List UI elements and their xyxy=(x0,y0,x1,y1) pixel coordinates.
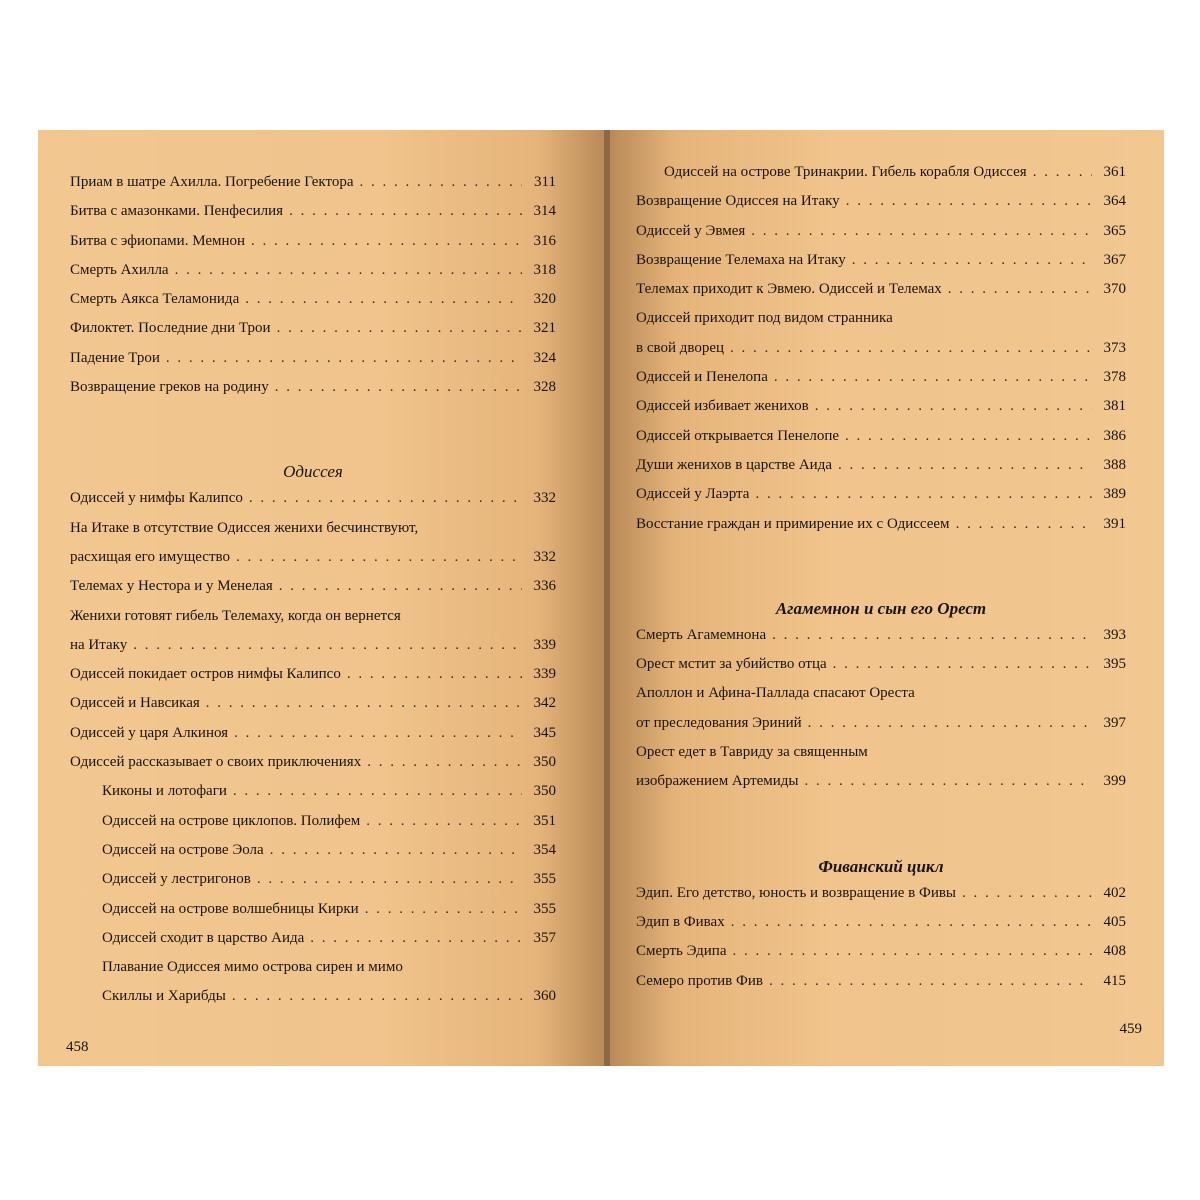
section-title-thebes: Фиванский цикл xyxy=(818,856,944,876)
toc-leader-dots xyxy=(774,369,1092,386)
toc-entry xyxy=(636,310,1126,339)
toc-entry-page: 415 xyxy=(1103,972,1126,989)
toc-entry-title: Одиссей на острове волшебницы Кирки xyxy=(102,900,359,917)
toc-entry-title: Одиссей у Лаэрта xyxy=(636,486,750,503)
toc-entry xyxy=(636,457,1126,486)
toc-entry-title: на Итаку xyxy=(70,636,128,653)
toc-entry-title: Битва с эфиопами. Мемнон xyxy=(70,232,246,249)
toc-entry xyxy=(70,695,556,724)
toc-entry xyxy=(636,164,1126,193)
toc-entry-page: 321 xyxy=(533,320,556,337)
toc-entry-page: 355 xyxy=(533,900,556,917)
toc-entry xyxy=(636,715,1126,744)
toc-group-odyssey xyxy=(70,490,556,783)
toc-entry-page: 351 xyxy=(533,812,556,829)
toc-entry-title: Восстание граждан и примирение их с Одиссеем xyxy=(636,515,950,532)
toc-leader-dots xyxy=(277,320,522,337)
toc-entry-title: Эдип в Фивах xyxy=(636,913,725,930)
toc-entry-page: 336 xyxy=(533,578,556,595)
toc-entry-title: Битва с амазонками. Пенфесилия xyxy=(70,203,284,220)
toc-entry-title: Возвращение греков на родину xyxy=(70,379,269,396)
section-title-odyssey: Одиссея xyxy=(283,462,343,482)
toc-entry-page: 350 xyxy=(533,783,556,800)
toc-entry-page: 320 xyxy=(533,291,556,308)
toc-entry-title: Одиссей на острове Эола xyxy=(102,841,264,858)
toc-entry-title: в свой дворец xyxy=(636,339,725,356)
toc-entry-page: 328 xyxy=(533,379,556,396)
toc-leader-dots xyxy=(279,578,522,595)
toc-entry xyxy=(636,744,1126,773)
toc-leader-dots xyxy=(367,754,522,771)
toc-entry xyxy=(70,350,556,379)
toc-entry-page: 389 xyxy=(1103,486,1126,503)
toc-entry-title: Души женихов в царстве Аида xyxy=(636,456,832,473)
toc-leader-dots xyxy=(962,885,1092,902)
toc-entry xyxy=(636,428,1126,457)
right-page-contents xyxy=(636,164,1126,1002)
toc-entry xyxy=(636,973,1126,1002)
toc-leader-dots xyxy=(166,350,522,367)
toc-leader-dots xyxy=(175,262,522,279)
toc-leader-dots xyxy=(838,457,1092,474)
toc-leader-dots xyxy=(270,842,522,859)
toc-entry-title: Филоктет. Последние дни Трои xyxy=(70,320,271,337)
toc-entry-page: 332 xyxy=(533,548,556,565)
toc-entry-page: 361 xyxy=(1103,164,1126,180)
toc-leader-dots xyxy=(956,516,1092,533)
toc-leader-dots xyxy=(815,398,1092,415)
toc-entry-page: 370 xyxy=(1103,281,1126,298)
toc-entry xyxy=(70,666,556,695)
toc-entry xyxy=(70,637,556,666)
toc-entry-title: Одиссей на острове циклопов. Полифем xyxy=(102,812,361,829)
toc-entry xyxy=(70,901,556,930)
toc-leader-dots xyxy=(236,549,522,566)
toc-leader-dots xyxy=(948,281,1092,298)
toc-entry-page: 408 xyxy=(1103,943,1126,960)
toc-entry xyxy=(70,379,556,408)
toc-leader-dots xyxy=(234,725,522,742)
toc-entry xyxy=(70,578,556,607)
toc-leader-dots xyxy=(245,291,522,308)
toc-leader-dots xyxy=(366,813,522,830)
toc-leader-dots xyxy=(732,943,1092,960)
toc-entry-title: На Итаке в отсутствие Одиссея женихи бесчинствуют, xyxy=(70,519,419,536)
toc-entry xyxy=(70,783,556,812)
toc-leader-dots xyxy=(249,490,522,507)
toc-leader-dots xyxy=(730,340,1092,357)
toc-entry xyxy=(636,943,1126,972)
toc-entry xyxy=(636,656,1126,685)
toc-entry-title: Телемах у Нестора и у Менелая xyxy=(70,578,273,595)
toc-entry-title: Одиссей приходит под видом странника xyxy=(636,310,893,327)
toc-entry-title: Плавание Одиссея мимо острова сирен и мимо xyxy=(102,959,403,976)
toc-leader-dots xyxy=(852,252,1092,269)
toc-entry-title: Орест едет в Тавриду за священным xyxy=(636,744,868,761)
toc-entry xyxy=(70,233,556,262)
toc-entry-title: от преследования Эриний xyxy=(636,714,802,731)
toc-entry xyxy=(70,930,556,959)
toc-entry xyxy=(70,320,556,349)
toc-leader-dots xyxy=(805,773,1092,790)
toc-entry-page: 378 xyxy=(1103,369,1126,386)
toc-entry xyxy=(70,988,556,1017)
toc-leader-dots xyxy=(206,695,522,712)
toc-entry-page: 365 xyxy=(1103,222,1126,239)
toc-entry xyxy=(636,398,1126,427)
toc-leader-dots xyxy=(251,233,522,250)
toc-entry-page: 318 xyxy=(533,261,556,278)
toc-entry-page: 357 xyxy=(533,929,556,946)
toc-entry-title: Смерть Ахилла xyxy=(70,261,169,278)
toc-entry-page: 364 xyxy=(1103,193,1126,210)
toc-entry-title: Аполлон и Афина-Паллада спасают Ореста xyxy=(636,685,915,702)
toc-entry-title: Одиссей у нимфы Калипсо xyxy=(70,490,243,507)
toc-entry-title: расхищая его имущество xyxy=(70,548,230,565)
toc-entry-title: Одиссей на острове Тринакрии. Гибель корабля Одиссея xyxy=(664,164,1027,180)
toc-entry xyxy=(636,281,1126,310)
toc-entry-title: Орест мстит за убийство отца xyxy=(636,656,827,673)
toc-entry-page: 399 xyxy=(1103,773,1126,790)
toc-leader-dots xyxy=(772,627,1092,644)
left-page xyxy=(38,130,606,1066)
page-number-left: 458 xyxy=(66,1039,89,1055)
toc-entry-title: Падение Трои xyxy=(70,349,160,366)
toc-entry-page: 354 xyxy=(533,841,556,858)
toc-entry-page: 339 xyxy=(533,666,556,683)
toc-entry-title: Приам в шатре Ахилла. Погребение Гектора xyxy=(70,174,354,190)
toc-entry-title: Возвращение Одиссея на Итаку xyxy=(636,193,840,210)
toc-entry-page: 324 xyxy=(533,349,556,366)
toc-entry-page: 360 xyxy=(533,988,556,1005)
toc-entry xyxy=(636,885,1126,914)
toc-entry xyxy=(70,813,556,842)
toc-entry-page: 373 xyxy=(1103,339,1126,356)
toc-entry xyxy=(636,914,1126,943)
toc-entry xyxy=(70,174,556,203)
toc-leader-dots xyxy=(347,666,522,683)
toc-entry-page: 311 xyxy=(534,174,556,190)
toc-entry-page: 342 xyxy=(533,695,556,712)
toc-entry-title: Женихи готовят гибель Телемаху, когда он вернется xyxy=(70,607,401,624)
toc-entry-title: Смерть Эдипа xyxy=(636,943,727,960)
book-spread xyxy=(38,130,1164,1066)
toc-entry xyxy=(636,223,1126,252)
toc-entry xyxy=(636,627,1126,656)
toc-entry xyxy=(636,252,1126,281)
toc-leader-dots xyxy=(845,428,1092,445)
toc-entry xyxy=(70,549,556,578)
toc-entry-title: Одиссей покидает остров нимфы Калипсо xyxy=(70,666,341,683)
toc-entry-title: изображением Артемиды xyxy=(636,773,799,790)
toc-entry-page: 345 xyxy=(533,724,556,741)
toc-leader-dots xyxy=(257,871,522,888)
toc-entry xyxy=(636,340,1126,369)
toc-entry-page: 339 xyxy=(533,636,556,653)
toc-entry-title: Киконы и лотофаги xyxy=(102,783,227,800)
toc-entry-title: Одиссей рассказывает о своих приключениях xyxy=(70,754,362,771)
toc-entry-title: Одиссей у лестригонов xyxy=(102,871,251,888)
toc-entry-title: Одиссей и Пенелопа xyxy=(636,369,768,386)
toc-entry-page: 350 xyxy=(533,754,556,771)
toc-entry-title: Смерть Агамемнона xyxy=(636,626,767,643)
left-page-contents xyxy=(70,174,556,1018)
toc-leader-dots xyxy=(310,930,522,947)
toc-entry xyxy=(636,685,1126,714)
toc-entry-title: Одиссей сходит в царство Аида xyxy=(102,929,305,946)
toc-entry-page: 393 xyxy=(1103,626,1126,643)
toc-entry xyxy=(636,773,1126,802)
toc-entry-title: Скиллы и Харибды xyxy=(102,988,226,1005)
toc-entry-page: 367 xyxy=(1103,251,1126,268)
right-page xyxy=(610,130,1164,1066)
toc-leader-dots xyxy=(360,174,522,191)
toc-entry xyxy=(70,490,556,519)
toc-entry-page: 402 xyxy=(1103,884,1126,901)
toc-entry xyxy=(70,842,556,871)
toc-entry-title: Одиссей у царя Алкиноя xyxy=(70,724,229,741)
toc-entry xyxy=(636,486,1126,515)
toc-group-agamemnon xyxy=(636,627,1126,803)
toc-leader-dots xyxy=(289,203,522,220)
toc-entry-title: Одиссей у Эвмея xyxy=(636,222,746,239)
toc-leader-dots xyxy=(751,223,1092,240)
toc-entry-page: 316 xyxy=(533,232,556,249)
toc-entry-title: Одиссей избивает женихов xyxy=(636,398,809,415)
toc-entry xyxy=(70,871,556,900)
toc-leader-dots xyxy=(833,656,1092,673)
toc-entry xyxy=(70,608,556,637)
toc-entry xyxy=(636,369,1126,398)
toc-leader-dots xyxy=(846,193,1092,210)
toc-entry-page: 405 xyxy=(1103,913,1126,930)
toc-entry-title: Телемах приходит к Эвмею. Одиссей и Телемах xyxy=(636,281,942,298)
toc-group-iliad xyxy=(70,174,556,408)
toc-leader-dots xyxy=(808,715,1092,732)
toc-entry xyxy=(70,959,556,988)
section-title-agamemnon: Агамемнон и сын его Орест xyxy=(775,598,987,618)
toc-entry-title: Одиссей открывается Пенелопе xyxy=(636,427,840,444)
toc-leader-dots xyxy=(755,486,1092,503)
toc-entry-title: Эдип. Его детство, юность и возвращение в Фивы xyxy=(636,884,957,901)
toc-entry xyxy=(70,520,556,549)
page-number-right: 459 xyxy=(1119,1021,1142,1037)
toc-group-thebes xyxy=(636,885,1126,1002)
toc-entry-title: Возвращение Телемаха на Итаку xyxy=(636,251,846,268)
toc-entry xyxy=(70,754,556,783)
toc-entry-page: 391 xyxy=(1103,515,1126,532)
toc-entry xyxy=(70,291,556,320)
toc-entry xyxy=(70,725,556,754)
toc-entry-page: 314 xyxy=(533,203,556,220)
toc-leader-dots xyxy=(133,637,522,654)
toc-leader-dots xyxy=(233,783,522,800)
toc-leader-dots xyxy=(1033,164,1092,181)
toc-entry xyxy=(636,193,1126,222)
toc-entry-page: 386 xyxy=(1103,427,1126,444)
toc-leader-dots xyxy=(365,901,522,918)
toc-entry-title: Смерть Аякса Теламонида xyxy=(70,291,240,308)
toc-entry-title: Семеро против Фив xyxy=(636,972,763,989)
toc-entry-page: 355 xyxy=(533,871,556,888)
toc-group-odyssey-adventures xyxy=(70,783,556,1017)
toc-leader-dots xyxy=(731,914,1092,931)
toc-entry xyxy=(636,516,1126,545)
toc-entry-page: 388 xyxy=(1103,456,1126,473)
toc-entry-page: 397 xyxy=(1103,714,1126,731)
toc-group-odyssey-continued xyxy=(636,164,1126,545)
toc-entry-page: 332 xyxy=(533,490,556,507)
toc-leader-dots xyxy=(232,988,522,1005)
toc-entry xyxy=(70,262,556,291)
toc-leader-dots xyxy=(769,973,1092,990)
toc-entry-page: 395 xyxy=(1103,656,1126,673)
toc-entry xyxy=(70,203,556,232)
toc-leader-dots xyxy=(275,379,522,396)
toc-entry-title: Одиссей и Навсикая xyxy=(70,695,200,712)
toc-entry-page: 381 xyxy=(1103,398,1126,415)
